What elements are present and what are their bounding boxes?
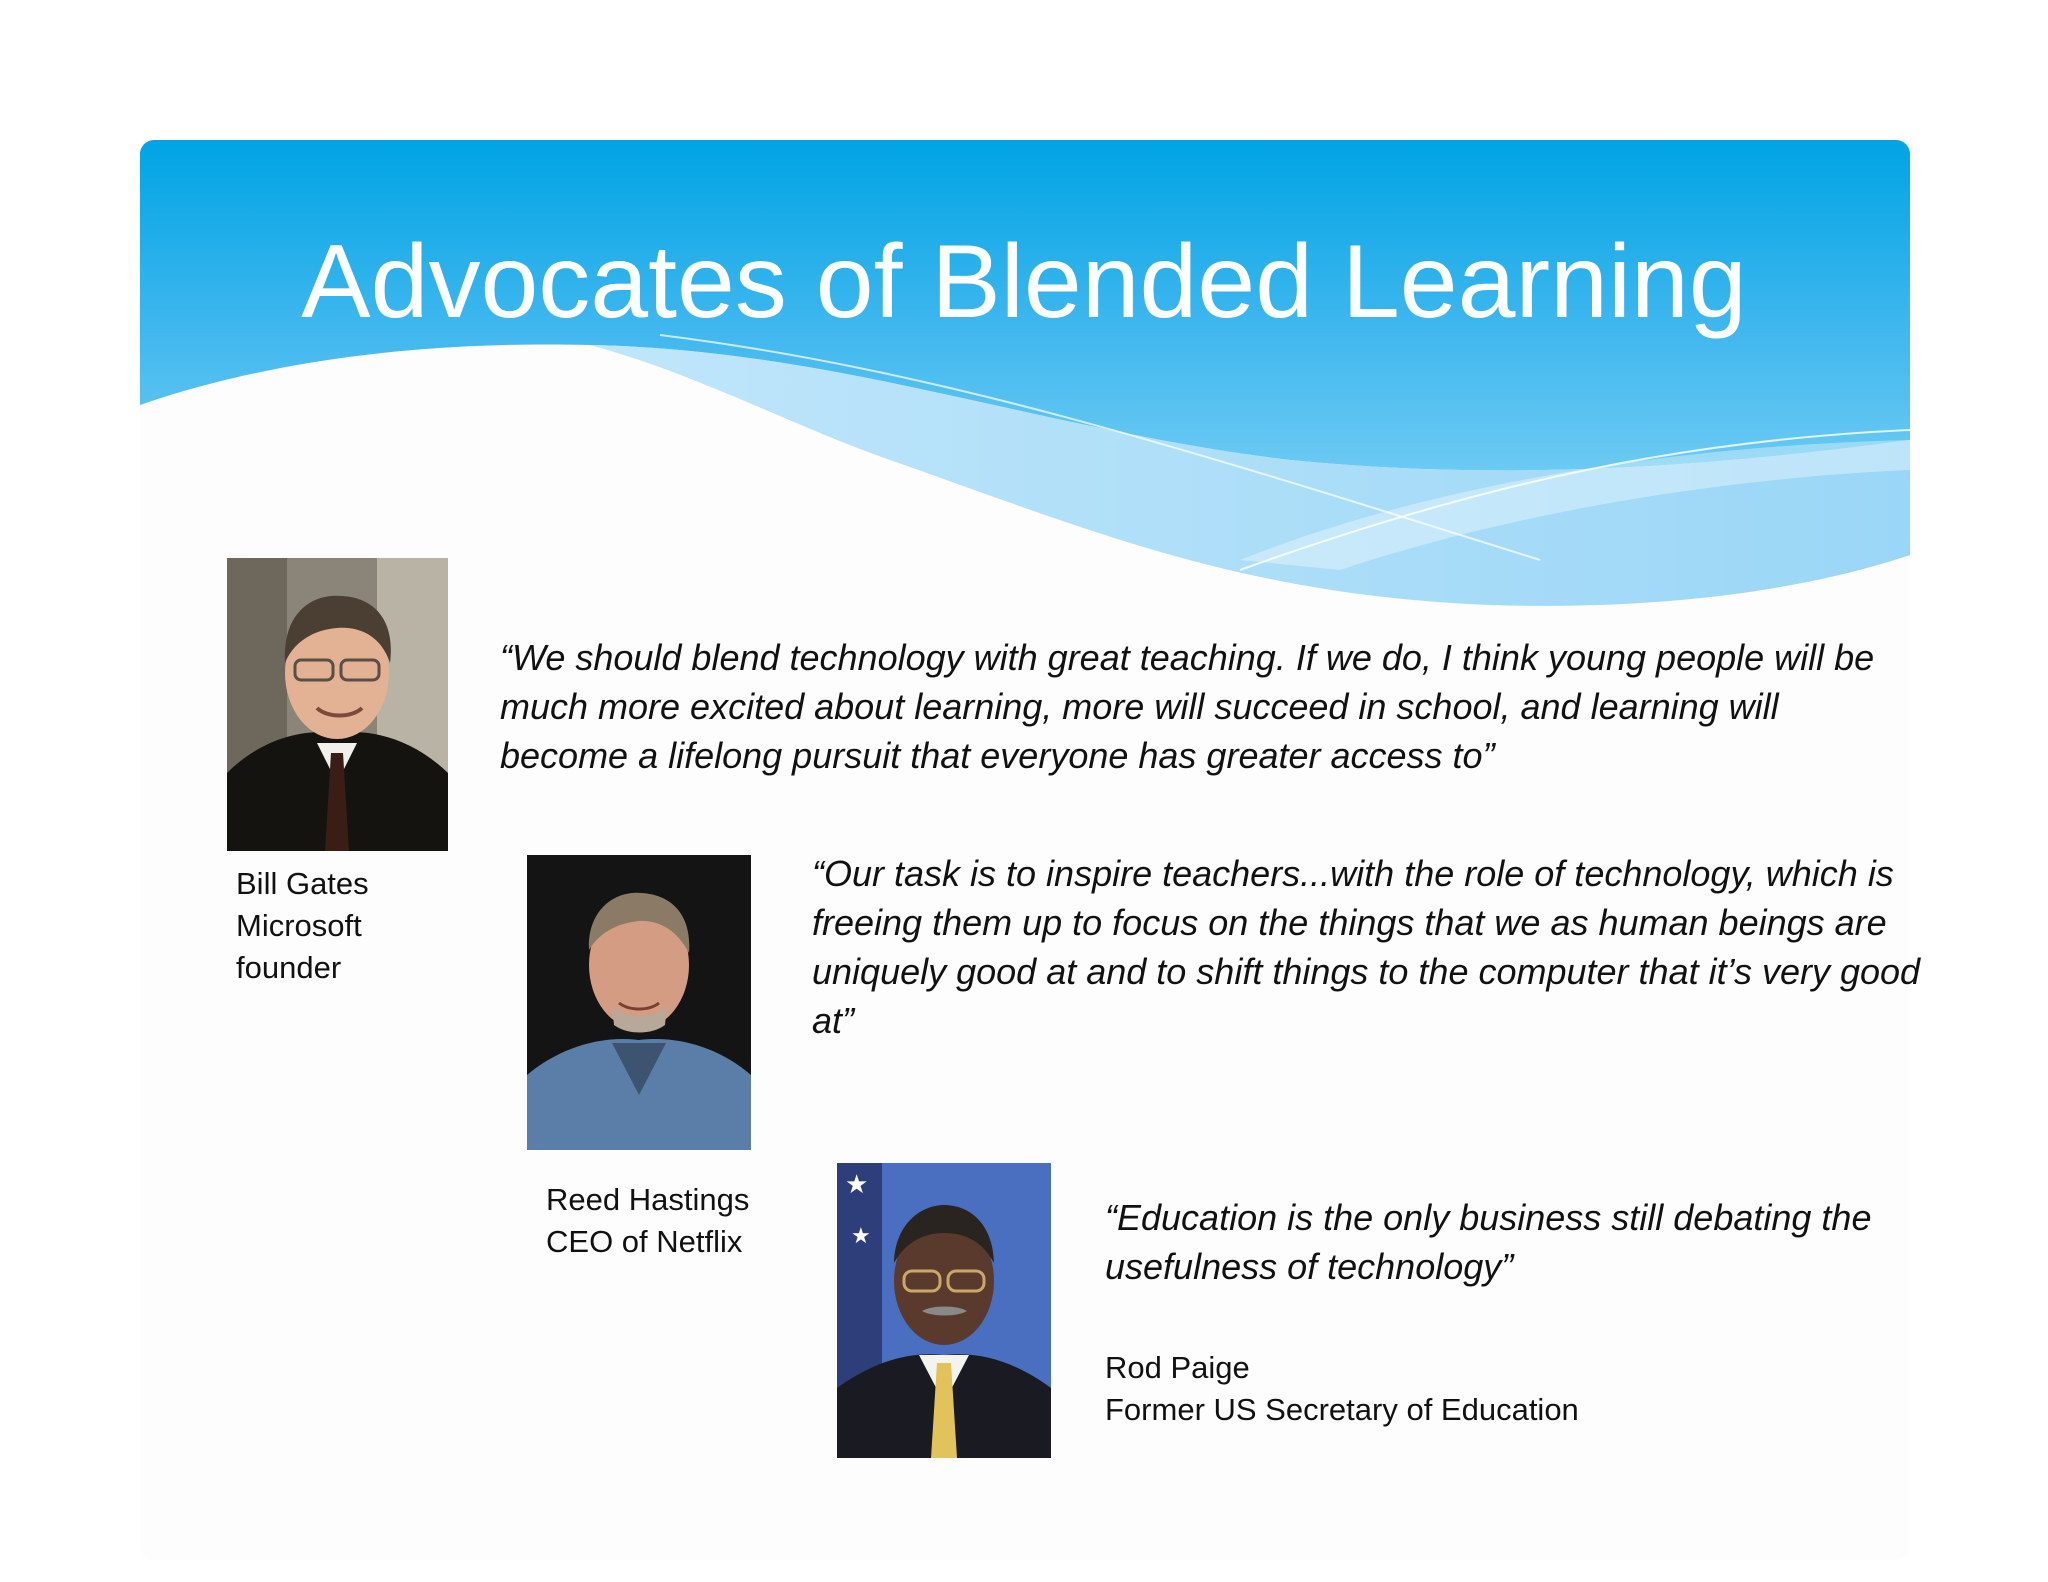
- rod-paige-name: Rod Paige: [1105, 1350, 1250, 1385]
- reed-hastings-caption: [546, 1179, 749, 1263]
- slide-title: Advocates of Blended Learning: [301, 224, 1747, 340]
- rod-paige-role: Former US Secretary of Education: [1105, 1392, 1579, 1427]
- bill-gates-quote: “We should blend technology with great teaching. If we do, I think young people will be much more excited about learning, more will succeed in school, and learning will become a lifelong pursuit that everyone has greater access to”: [500, 637, 1875, 776]
- bill-gates-photo: [227, 558, 448, 851]
- reed-hastings-quote: “Our task is to inspire teachers...with the role of technology, which is freeing them up to focus on the things that we as human beings are uniquely good at and to shift things to the computer that it’s very good at”: [812, 853, 1921, 1041]
- rod-paige-caption: [1105, 1347, 1579, 1431]
- reed-hastings-role: CEO of Netflix: [546, 1224, 743, 1259]
- reed-hastings-photo: [527, 855, 751, 1150]
- header-banner: [140, 140, 1910, 610]
- reed-hastings-name: Reed Hastings: [546, 1182, 750, 1217]
- bill-gates-role-line2: founder: [236, 950, 342, 985]
- bill-gates-name: Bill Gates: [236, 866, 369, 901]
- rod-paige-photo: [837, 1163, 1051, 1458]
- svg-text:★: ★: [845, 1170, 869, 1200]
- svg-text:★: ★: [851, 1224, 871, 1249]
- bill-gates-caption: [236, 863, 369, 989]
- bill-gates-role-line1: Microsoft: [236, 908, 362, 943]
- rod-paige-quote: “Education is the only business still debating the usefulness of technology”: [1105, 1197, 1872, 1287]
